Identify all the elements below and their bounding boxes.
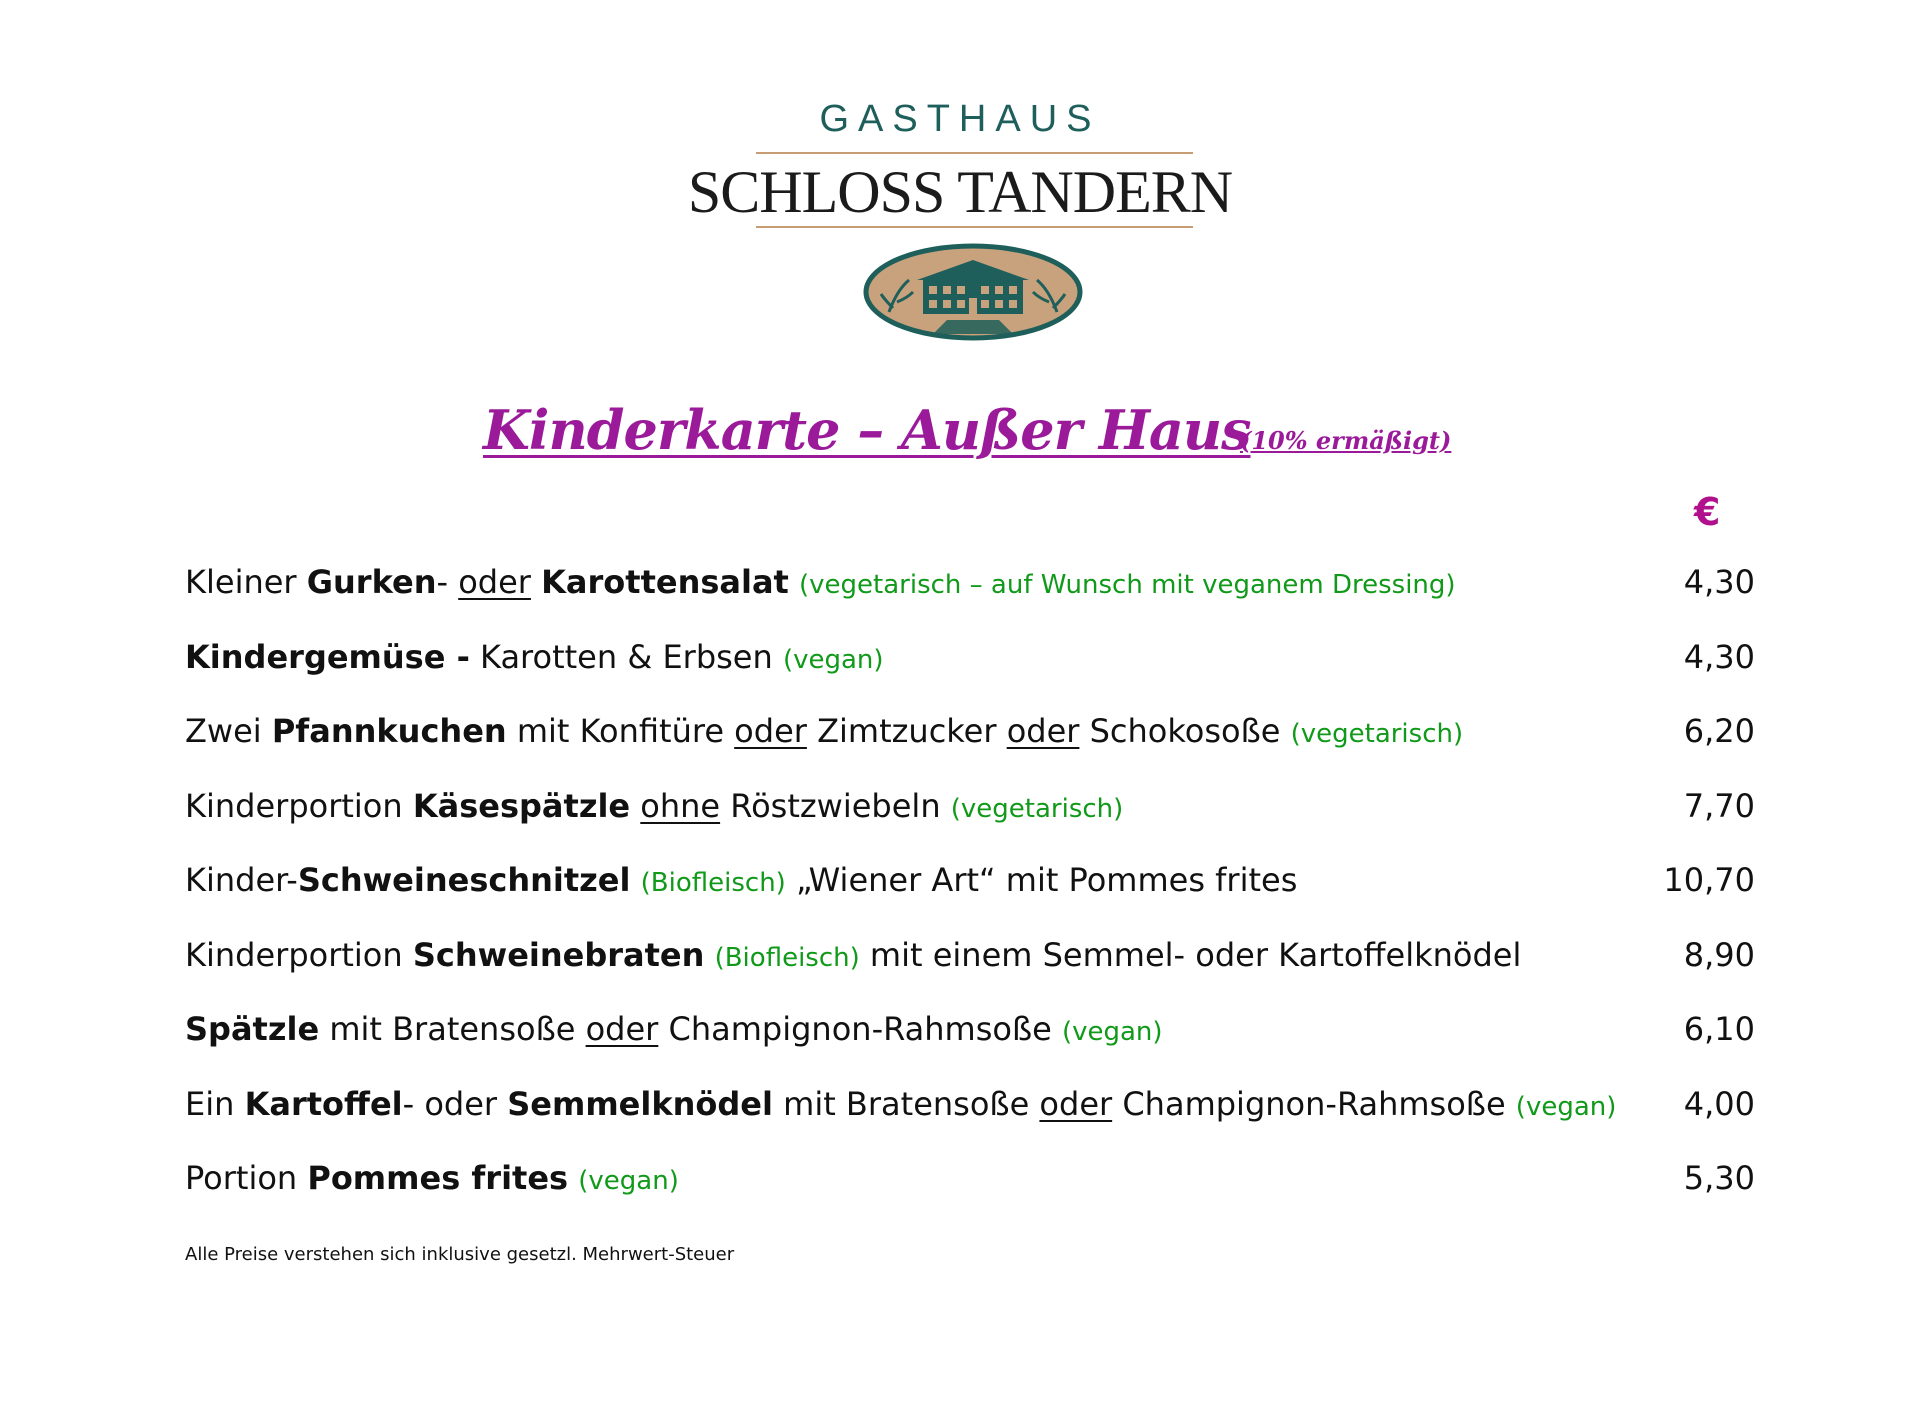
menu-item-price: 4,30 bbox=[1683, 563, 1755, 602]
menu-text: oder bbox=[1039, 1084, 1113, 1123]
diet-tag: (vegan) bbox=[1061, 1017, 1163, 1048]
menu-text: Champignon-Rahmsoße bbox=[658, 1010, 1062, 1049]
menu-item-price: 10,70 bbox=[1663, 861, 1755, 900]
menu-text: oder bbox=[458, 563, 531, 602]
menu-text: mit Konfitüre bbox=[506, 712, 735, 751]
menu-text: Schokosoße bbox=[1079, 712, 1291, 751]
menu-item-description bbox=[185, 1010, 1635, 1048]
diet-tag: (vegetarisch) bbox=[950, 793, 1124, 824]
menu-item bbox=[185, 1141, 1755, 1216]
menu-text bbox=[630, 787, 640, 825]
menu-item-description bbox=[185, 563, 1635, 601]
tax-footnote: Alle Preise verstehen sich inklusive gesetzl. Mehrwert-Steuer bbox=[185, 1244, 735, 1265]
menu-item bbox=[185, 545, 1755, 620]
menu-item-description bbox=[185, 787, 1635, 825]
logo-gasthaus-text: GASTHAUS bbox=[819, 98, 1101, 140]
menu-text: - oder bbox=[402, 1084, 508, 1123]
menu-text bbox=[789, 563, 799, 601]
menu-text: Ein bbox=[185, 1084, 245, 1123]
menu-text: oder bbox=[1006, 712, 1080, 751]
dish-name: Kindergemüse - bbox=[185, 637, 470, 676]
logo-schloss-text: SCHLOSS TANDERN bbox=[687, 159, 1233, 225]
dish-name: Pfannkuchen bbox=[271, 712, 507, 751]
diet-tag: (vegetarisch) bbox=[1290, 719, 1464, 750]
menu-item-price: 7,70 bbox=[1683, 786, 1755, 825]
menu-text: Champignon-Rahmsoße bbox=[1112, 1084, 1516, 1123]
menu-list bbox=[185, 545, 1755, 1216]
menu-text: ohne bbox=[640, 786, 721, 825]
diet-tag: (vegan) bbox=[1515, 1091, 1617, 1122]
menu-item-description bbox=[185, 1085, 1635, 1123]
menu-text: Röstzwiebeln bbox=[720, 786, 951, 825]
menu-item bbox=[185, 769, 1755, 844]
menu-text: mit einem Semmel- oder Kartoffelknödel bbox=[859, 935, 1522, 974]
menu-text: Portion bbox=[185, 1159, 308, 1198]
diet-tag: (vegetarisch – auf Wunsch mit veganem Dressing) bbox=[799, 570, 1456, 601]
dish-name: Semmelknödel bbox=[507, 1084, 773, 1123]
menu-text: Kleiner bbox=[185, 563, 307, 602]
menu-text bbox=[531, 563, 541, 601]
menu-text: Zwei bbox=[185, 712, 272, 751]
menu-text: Kinderportion bbox=[185, 786, 413, 825]
menu-text bbox=[568, 1159, 578, 1197]
menu-item bbox=[185, 694, 1755, 769]
diet-tag: (vegan) bbox=[578, 1166, 679, 1197]
dish-name: Käsespätzle bbox=[412, 786, 631, 825]
menu-item-description bbox=[185, 712, 1635, 750]
menu-item bbox=[185, 992, 1755, 1067]
menu-title: Kinderkarte – Außer Haus bbox=[483, 398, 1251, 462]
menu-item-price: 8,90 bbox=[1683, 935, 1755, 974]
menu-title-row bbox=[0, 398, 1920, 478]
menu-item-price: 4,00 bbox=[1683, 1084, 1755, 1123]
menu-text: Kinderportion bbox=[185, 935, 413, 974]
menu-item-price: 5,30 bbox=[1683, 1159, 1755, 1198]
menu-text: „Wiener Art“ mit Pommes frites bbox=[785, 861, 1298, 900]
menu-item-price: 6,10 bbox=[1683, 1010, 1755, 1049]
menu-item bbox=[185, 1067, 1755, 1142]
menu-text: oder bbox=[585, 1010, 659, 1049]
dish-name: Gurken bbox=[306, 563, 437, 602]
menu-text bbox=[630, 861, 640, 899]
menu-item-price: 6,20 bbox=[1683, 712, 1755, 751]
diet-tag: (Biofleisch) bbox=[714, 942, 860, 973]
menu-text bbox=[704, 936, 714, 974]
dish-name: Schweinebraten bbox=[412, 935, 705, 974]
menu-text: Karotten & Erbsen bbox=[469, 637, 783, 676]
menu-item bbox=[185, 843, 1755, 918]
dish-name: Schweineschnitzel bbox=[297, 861, 631, 900]
menu-item-description bbox=[185, 1159, 1635, 1197]
menu-item-description bbox=[185, 638, 1635, 676]
diet-tag: (vegan) bbox=[782, 644, 884, 675]
diet-tag: (Biofleisch) bbox=[640, 868, 786, 899]
house-emblem-icon bbox=[863, 242, 1083, 342]
logo-divider-bottom bbox=[756, 226, 1193, 228]
logo-divider-top bbox=[756, 152, 1193, 154]
currency-symbol: € bbox=[1694, 490, 1721, 534]
menu-text: - bbox=[436, 563, 459, 602]
menu-text: Kinder- bbox=[185, 861, 298, 900]
dish-name: Spätzle bbox=[185, 1010, 320, 1049]
menu-text: mit Bratensoße bbox=[319, 1010, 586, 1049]
menu-item bbox=[185, 620, 1755, 695]
menu-text: Zimtzucker bbox=[806, 712, 1007, 751]
dish-name: Karottensalat bbox=[541, 563, 789, 602]
menu-item bbox=[185, 918, 1755, 993]
dish-name: Kartoffel bbox=[244, 1084, 403, 1123]
menu-item-description bbox=[185, 861, 1635, 899]
menu-item-description bbox=[185, 936, 1635, 974]
dish-name: Pommes frites bbox=[307, 1159, 569, 1198]
menu-text: mit Bratensoße bbox=[772, 1084, 1040, 1123]
menu-subtitle: (10% ermäßigt) bbox=[1240, 426, 1452, 455]
menu-item-price: 4,30 bbox=[1683, 637, 1755, 676]
restaurant-logo bbox=[0, 0, 1920, 360]
menu-text: oder bbox=[734, 712, 807, 751]
